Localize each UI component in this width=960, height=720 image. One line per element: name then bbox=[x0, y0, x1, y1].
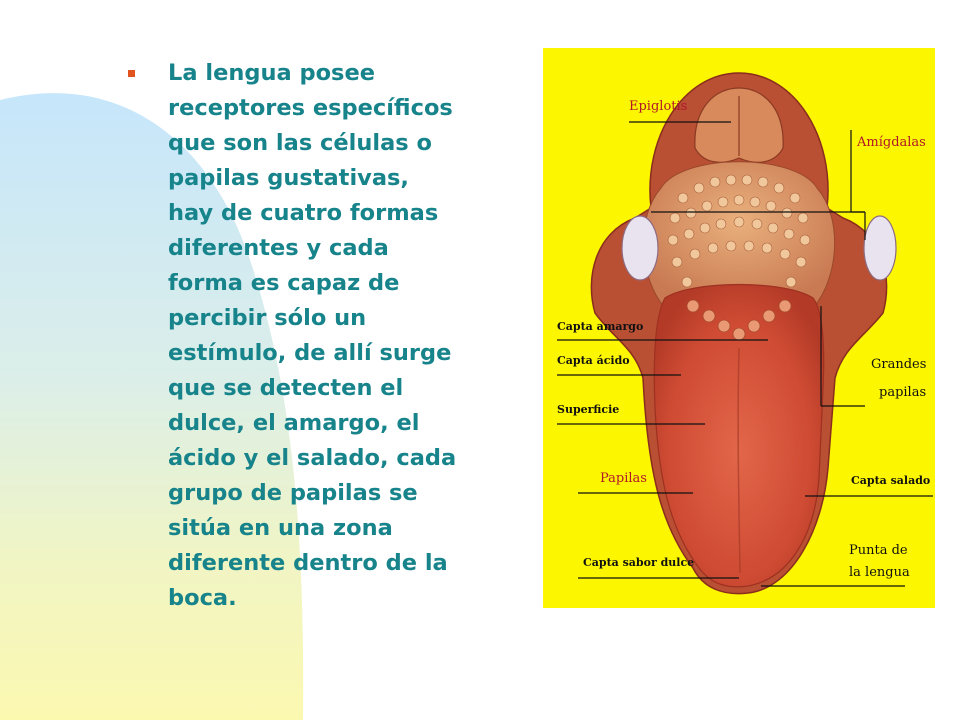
label-punta: Punta de bbox=[849, 543, 908, 558]
bullet-point bbox=[128, 56, 538, 616]
label-capta-salado: Capta salado bbox=[851, 474, 931, 487]
bullet-text: La lengua posee receptores específicos que son las células o papilas gustativas, hay de cuatro formas diferentes y cada forma es capaz de percibir sólo un estímulo, de allí surge que se detecten el dulce, el amargo, el ácido y el salado, cada grupo de papilas se sitúa en una zona diferente dentro de la boca. bbox=[168, 60, 457, 611]
label-papilas: Papilas bbox=[600, 471, 647, 486]
label-capta-amargo: Capta amargo bbox=[557, 320, 644, 333]
tongue-diagram bbox=[543, 48, 935, 608]
label-superficie: Superficie bbox=[557, 403, 620, 416]
label-grandes: Grandes bbox=[871, 357, 927, 372]
bullet-square-icon bbox=[128, 70, 135, 77]
tonsil-right bbox=[864, 216, 896, 280]
label-amigdalas: Amígdalas bbox=[857, 135, 926, 150]
label-capta-sabor-dulce: Capta sabor dulce bbox=[583, 556, 695, 569]
tongue-illustration bbox=[543, 48, 935, 608]
label-la-lengua: la lengua bbox=[849, 565, 910, 580]
label-papilas-grandes: papilas bbox=[879, 385, 927, 400]
label-capta-acido: Capta ácido bbox=[557, 354, 630, 367]
label-epiglotis: Epiglotis bbox=[629, 99, 688, 114]
tonsil-left bbox=[622, 216, 658, 280]
